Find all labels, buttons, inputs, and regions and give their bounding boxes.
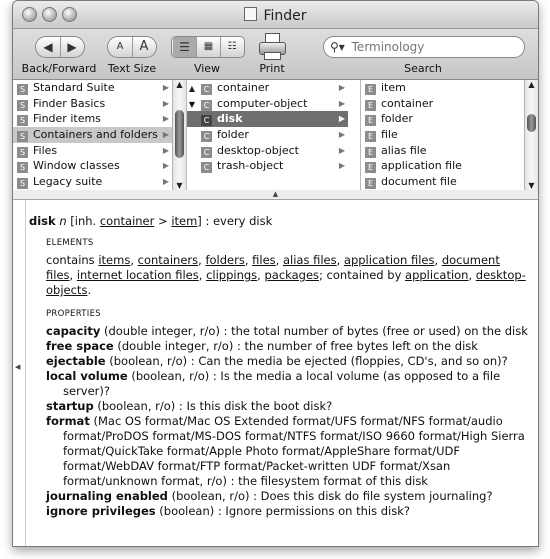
- suite-badge: S: [17, 178, 28, 189]
- property-description: (double integer, r/o) : the total number of bytes (free or used) on the disk: [100, 324, 528, 338]
- list-item[interactable]: [361, 96, 525, 112]
- suite-badge: S: [17, 147, 28, 158]
- property-row: [46, 504, 529, 519]
- part-of-speech: n: [59, 214, 67, 228]
- property-name: ejectable: [46, 354, 106, 368]
- link-items[interactable]: items: [98, 253, 131, 267]
- list-item-label: container: [217, 81, 270, 94]
- list-item[interactable]: [361, 158, 525, 174]
- back-arrow-icon[interactable]: ◀: [37, 37, 61, 57]
- property-row: [46, 354, 529, 369]
- property-description: (boolean, r/o) : Can the media be ejected (floppies, CD's, and so on)?: [105, 354, 508, 368]
- list-item-label: disk: [217, 112, 243, 126]
- list-item-label: Finder Basics: [33, 96, 106, 110]
- left-gutter[interactable]: [13, 200, 26, 546]
- link-alias-files[interactable]: alias files: [282, 253, 337, 267]
- property-name: startup: [46, 399, 94, 413]
- gutter-arrow-icon[interactable]: ◀: [15, 363, 21, 371]
- link-document-files[interactable]: document files: [46, 253, 500, 282]
- property-description: (boolean, r/o) : Does this disk do file system journaling?: [167, 489, 493, 503]
- link-application-files[interactable]: application files: [343, 253, 435, 267]
- list-item[interactable]: [361, 143, 525, 159]
- splitter-arrow-icon: ▲: [272, 190, 279, 198]
- elements-scrollbar[interactable]: [524, 80, 538, 190]
- property-name: local volume: [46, 369, 128, 383]
- disclosure-arrow-icon: ▶: [338, 98, 345, 108]
- inheritance-open: [inh.: [70, 214, 97, 228]
- link-folders[interactable]: folders: [205, 253, 245, 267]
- disclosure-arrow-icon: ▶: [338, 114, 345, 124]
- disclosure-arrow-icon: ▶: [162, 130, 169, 140]
- scroll-up-icon[interactable]: ▲: [528, 80, 535, 89]
- title-bar[interactable]: [13, 1, 538, 29]
- suite-badge: S: [17, 115, 28, 126]
- disclosure-arrow-icon: ▶: [338, 145, 345, 155]
- link-clippings[interactable]: clippings: [206, 268, 258, 282]
- collapse-arrow-icon[interactable]: ▼: [188, 99, 196, 109]
- class-badge: C: [201, 84, 212, 95]
- property-name: free space: [46, 339, 114, 353]
- text-size-control[interactable]: [107, 36, 157, 58]
- property-row: [46, 324, 529, 339]
- element-badge: E: [365, 162, 376, 173]
- list-item-label: folder: [381, 112, 413, 126]
- list-item-selected[interactable]: [13, 127, 172, 143]
- list-item[interactable]: [13, 143, 172, 159]
- element-badge: E: [365, 131, 376, 142]
- search-icon: ⚲▾: [330, 40, 345, 54]
- suites-column[interactable]: [13, 80, 172, 190]
- list-item[interactable]: [187, 158, 348, 174]
- disclosure-arrow-icon: ▶: [338, 130, 345, 140]
- search-label: Search: [404, 62, 442, 75]
- disclosure-arrow-icon: ▶: [338, 83, 345, 92]
- suite-badge: S: [17, 84, 28, 95]
- disclosure-arrow-icon: ▶: [162, 114, 169, 124]
- suite-badge: S: [17, 131, 28, 142]
- scroll-up-icon[interactable]: ▲: [176, 80, 183, 89]
- link-container[interactable]: container: [99, 214, 155, 228]
- text-size-label: Text Size: [107, 62, 157, 75]
- class-badge: C: [201, 162, 212, 173]
- definition-content: [29, 214, 529, 519]
- window-title-text: Finder: [263, 8, 307, 24]
- property-name: ignore privileges: [46, 504, 156, 518]
- property-description: (boolean) : Ignore permissions on this disk?: [155, 504, 410, 518]
- classes-column[interactable]: [186, 80, 348, 190]
- link-internet-location-files[interactable]: internet location files: [76, 268, 199, 282]
- list-item-label: Standard Suite: [33, 81, 115, 94]
- dictionary-browser: [13, 80, 538, 191]
- property-name: capacity: [46, 324, 101, 338]
- text-larger-button[interactable]: A: [139, 39, 149, 54]
- list-item-label: Files: [33, 143, 58, 157]
- list-item-label: desktop-object: [217, 143, 299, 157]
- property-row: [46, 399, 529, 414]
- list-item[interactable]: [187, 80, 348, 96]
- grid-view-icon[interactable]: ▦: [197, 37, 221, 57]
- browser-view-icon[interactable]: ☰: [173, 37, 197, 57]
- back-forward-label: Back/Forward: [21, 62, 97, 75]
- finder-dictionary-window: [12, 0, 539, 547]
- scroll-thumb[interactable]: [527, 114, 536, 132]
- element-badge: E: [365, 115, 376, 126]
- element-badge: E: [365, 84, 376, 95]
- link-packages[interactable]: packages: [264, 268, 320, 282]
- class-badge: C: [201, 100, 212, 111]
- disclosure-arrow-icon: ▶: [162, 145, 169, 155]
- window-title: [13, 7, 538, 24]
- property-row: [46, 339, 529, 354]
- property-description: (double integer, r/o) : the number of free bytes left on the disk: [113, 339, 478, 353]
- link-item[interactable]: item: [171, 214, 198, 228]
- link-containers[interactable]: containers: [137, 253, 199, 267]
- list-item[interactable]: [13, 111, 172, 127]
- list-item-label: computer-object: [217, 96, 308, 110]
- list-item-selected[interactable]: [187, 111, 348, 127]
- link-application[interactable]: application: [405, 268, 469, 282]
- list-item[interactable]: [13, 158, 172, 174]
- contains-label: contains: [46, 253, 95, 267]
- property-row: [46, 414, 529, 489]
- toolbar: [13, 29, 538, 80]
- search-input[interactable]: Terminology: [351, 40, 425, 54]
- scroll-down-icon[interactable]: ▼: [176, 181, 183, 190]
- list-item-label: folder: [217, 128, 249, 142]
- property-description: (boolean, r/o) : Is the media a local volume (as opposed to a file server)?: [63, 369, 501, 398]
- list-item[interactable]: [361, 111, 525, 127]
- disclosure-arrow-icon: ▶: [162, 177, 169, 187]
- list-item-label: alias file: [381, 143, 427, 157]
- list-item-label: Window classes: [33, 159, 120, 173]
- element-badge: E: [365, 178, 376, 189]
- scroll-down-icon[interactable]: ▼: [528, 181, 535, 190]
- list-item[interactable]: [187, 127, 348, 143]
- search-field[interactable]: [323, 36, 525, 58]
- disclosure-arrow-icon: ▶: [162, 83, 169, 92]
- list-item[interactable]: [361, 127, 525, 143]
- list-item[interactable]: [13, 174, 172, 190]
- suite-badge: S: [17, 100, 28, 111]
- list-item[interactable]: [361, 174, 525, 190]
- list-item[interactable]: [13, 96, 172, 112]
- print-label: Print: [259, 62, 285, 75]
- property-name: format: [46, 414, 90, 428]
- element-badge: E: [365, 147, 376, 158]
- list-item[interactable]: [187, 143, 348, 159]
- inheritance-close: ] : every disk: [197, 214, 273, 228]
- inheritance-separator: >: [158, 214, 168, 228]
- view-label: View: [193, 62, 221, 75]
- disclosure-arrow-icon: ▶: [338, 161, 345, 171]
- list-item-label: file: [381, 128, 398, 142]
- scroll-thumb[interactable]: [175, 110, 184, 158]
- property-name: journaling enabled: [46, 489, 168, 503]
- outline-view-icon[interactable]: ☷: [227, 41, 237, 52]
- list-item[interactable]: [361, 80, 525, 96]
- definition-header: [29, 214, 529, 229]
- list-item-label: Legacy suite: [33, 175, 103, 189]
- suites-scrollbar[interactable]: [172, 80, 186, 190]
- suite-badge: S: [17, 162, 28, 173]
- view-control[interactable]: [171, 36, 245, 58]
- elements-text: contains items, containers, folders, files, alias files, application files, document files, internet location files, clippings, packages; contained by application, desktop-objects.: [46, 253, 526, 297]
- definition-pane: [13, 200, 538, 546]
- list-item-label: document file: [381, 175, 457, 189]
- property-description: (Mac OS format/Mac OS Extended format/UFS format/NFS format/audio format/ProDOS format/MS-DOS format/NTFS format/ISO 9660 format/High Sierra format/QuickTake format/Apple Photo format/AppleShare format/UDF format/WebDAV format/FTP format/Packet-written UDF format/Xsan format/unknown format, r/o) : the filesystem format of this disk: [63, 414, 525, 488]
- list-item-label: Containers and folders: [33, 128, 158, 142]
- list-item-label: application file: [381, 159, 462, 173]
- back-forward-control[interactable]: [35, 36, 85, 58]
- property-row: [46, 369, 529, 399]
- list-item-label: container: [381, 96, 434, 110]
- term-name: disk: [29, 214, 56, 228]
- document-icon: [244, 7, 257, 21]
- elements-column[interactable]: [360, 80, 525, 190]
- class-badge: C: [201, 131, 212, 142]
- printer-icon[interactable]: [259, 33, 285, 59]
- text-smaller-button[interactable]: A: [109, 37, 133, 57]
- class-badge: C: [201, 147, 212, 158]
- property-description: (boolean, r/o) : Is this disk the boot disk?: [93, 399, 333, 413]
- property-row: [46, 489, 529, 504]
- elements-heading: ELEMENTS: [46, 238, 94, 248]
- properties-heading: PROPERTIES: [46, 309, 101, 319]
- link-files[interactable]: files: [252, 253, 276, 267]
- disclosure-arrow-icon: ▶: [162, 98, 169, 108]
- list-item[interactable]: [187, 96, 348, 112]
- scroll-up-icon[interactable]: ▲: [188, 84, 196, 93]
- class-badge: C: [201, 115, 212, 126]
- list-item-label: trash-object: [217, 159, 284, 173]
- forward-arrow-icon[interactable]: ▶: [67, 40, 77, 54]
- pane-splitter[interactable]: [13, 190, 538, 200]
- list-item-label: item: [381, 81, 406, 94]
- link-desktop-objects[interactable]: desktop-objects: [46, 268, 526, 297]
- contained-by-label: ; contained by: [319, 268, 402, 282]
- list-item-label: Finder items: [33, 112, 101, 126]
- disclosure-arrow-icon: ▶: [162, 161, 169, 171]
- element-badge: E: [365, 100, 376, 111]
- list-item[interactable]: [13, 80, 172, 96]
